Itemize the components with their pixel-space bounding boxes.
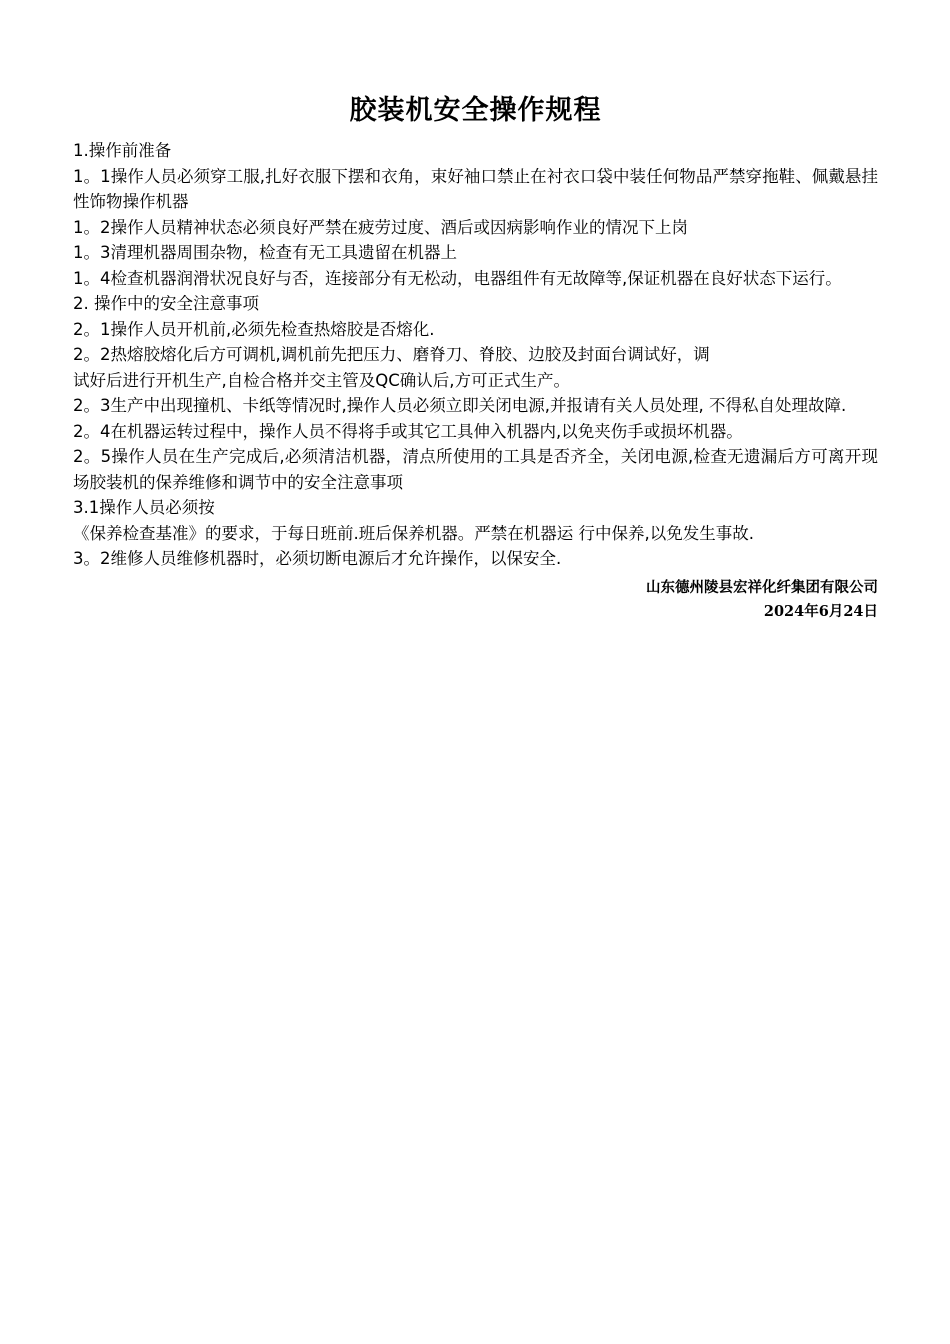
signature-block — [73, 576, 878, 624]
rule-paragraph: 2。5操作人员在生产完成后,必须清洁机器，清点所使用的工具是否齐全，关闭电源,检查无遗漏后方可离开现场胶装机的保养维修和调节中的安全注意事项 — [73, 447, 878, 492]
document-date: 2024年6月24日 — [763, 602, 878, 620]
rule-paragraph: 2。3生产中出现撞机、卡纸等情况时,操作人员必须立即关闭电源,并报请有关人员处理, 不得私自处理故障. — [73, 396, 847, 415]
rule-paragraph: 试好后进行开机生产,自检合格并交主管及QC确认后,方可正式生产。 — [73, 370, 570, 390]
section-heading: 1.操作前准备 — [73, 141, 172, 160]
rule-paragraph: 1。4检查机器润滑状况良好与否，连接部分有无松动，电器组件有无故障等,保证机器在良好状态下运行。 — [73, 268, 842, 288]
section-heading: 2. 操作中的安全注意事项 — [73, 294, 259, 313]
company-name: 山东德州陵县宏祥化纤集团有限公司 — [646, 578, 878, 596]
document-page — [73, 90, 878, 624]
rule-paragraph: 2。4在机器运转过程中，操作人员不得将手或其它工具伸入机器内,以免夹伤手或损坏机器。 — [73, 421, 743, 441]
rule-paragraph: 3.1操作人员必须按 — [73, 498, 215, 517]
rule-paragraph: 1。2操作人员精神状态必须良好严禁在疲劳过度、酒后或因病影响作业的情况下上岗 — [73, 217, 688, 237]
document-title: 胶装机安全操作规程 — [349, 95, 602, 126]
rule-paragraph: 1。3清理机器周围杂物，检查有无工具遗留在机器上 — [73, 243, 457, 262]
rule-paragraph: 2。1操作人员开机前,必须先检查热熔胶是否熔化. — [73, 319, 435, 339]
rule-paragraph: 1。1操作人员必须穿工服,扎好衣服下摆和衣角，束好袖口禁止在衬衣口袋中装任何物品严禁穿拖鞋、佩戴悬挂性饰物操作机器 — [73, 166, 878, 211]
rule-paragraph: 2。2热熔胶熔化后方可调机,调机前先把压力、磨脊刀、脊胶、边胶及封面台调试好，调 — [73, 345, 710, 364]
document-body — [73, 138, 878, 572]
rule-paragraph: 《保养检查基准》的要求，于每日班前.班后保养机器。严禁在机器运 行中保养,以免发生事故. — [73, 523, 754, 543]
rule-paragraph: 3。2维修人员维修机器时，必须切断电源后才允许操作，以保安全. — [73, 549, 562, 568]
